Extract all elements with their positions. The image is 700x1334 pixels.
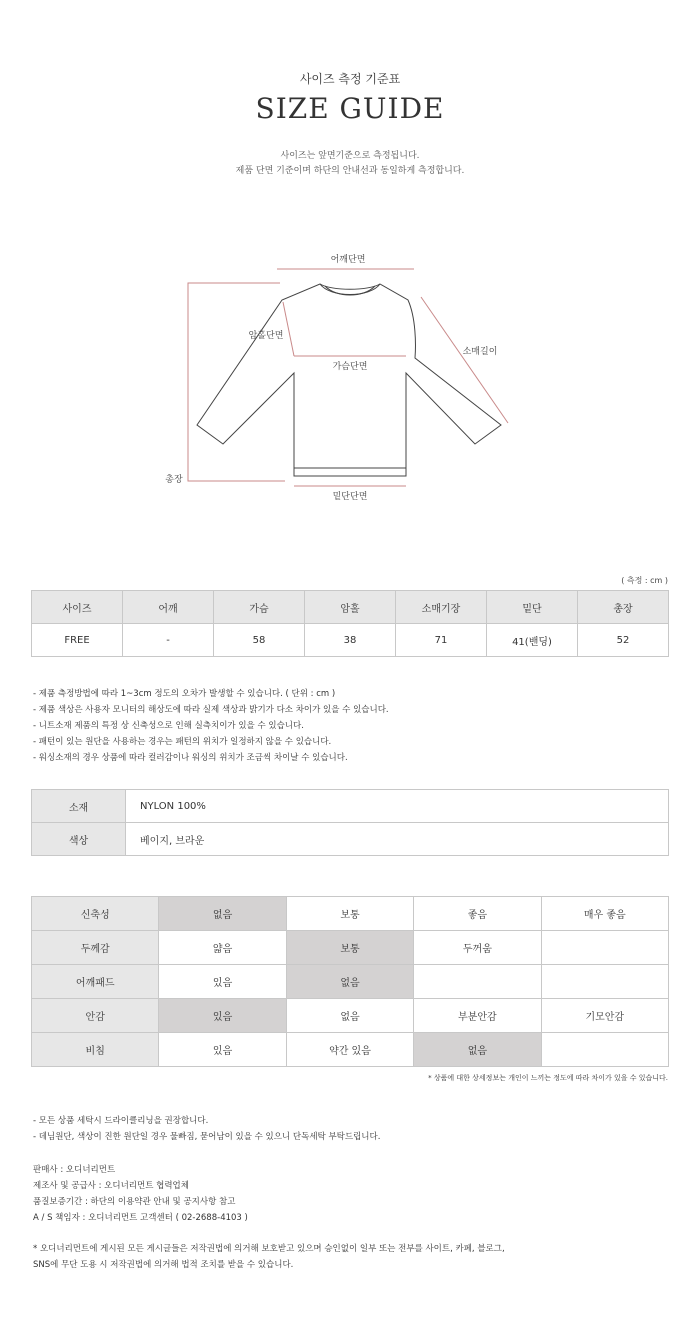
size-table (31, 590, 669, 657)
size-table-cell: 38 (305, 624, 396, 657)
material-label: 소재 (32, 790, 126, 823)
sleeve-guide-line (421, 297, 508, 423)
sleeve-label: 소매길이 (462, 347, 498, 357)
copyright-notice (33, 1241, 505, 1273)
measurement-diagram (0, 245, 700, 510)
material-value: NYLON 100% (126, 790, 669, 823)
care-note: - 모든 상품 세탁시 드라이클리닝을 권장합니다. (33, 1116, 209, 1126)
size-table-row (32, 624, 669, 657)
attribute-option: 약간 있음 (286, 1033, 413, 1067)
attribute-label: 안감 (32, 999, 159, 1033)
attribute-row (32, 897, 669, 931)
intro-line-1: 사이즈는 앞면기준으로 측정됩니다. (280, 151, 420, 161)
measure-notes (33, 686, 389, 766)
attribute-option: 있음 (159, 965, 286, 999)
color-label: 색상 (32, 823, 126, 856)
attribute-option-selected: 보통 (286, 931, 413, 965)
copyright-line: SNS에 무단 도용 시 저작권법에 의거해 법적 조치를 받을 수 있습니다. (33, 1260, 294, 1270)
attribute-option: 있음 (159, 1033, 286, 1067)
measure-note: - 패턴이 있는 원단을 사용하는 경우는 패턴의 위치가 일정하지 않을 수 있습니다. (33, 737, 332, 747)
size-table-header-cell: 밑단 (487, 591, 578, 624)
attribute-option: 보통 (286, 897, 413, 931)
seller-info-line: A / S 책임자 : 오디너리먼트 고객센터 ( 02-2688-4103 ) (33, 1213, 248, 1223)
measure-note: - 제품 색상은 사용자 모니터의 해상도에 따라 실제 색상과 밝기가 다소 차이가 있을 수 있습니다. (33, 705, 389, 715)
attribute-row (32, 931, 669, 965)
color-row (32, 823, 669, 856)
size-table-cell: - (123, 624, 214, 657)
copyright-line: * 오디너리먼트에 게시된 모든 게시글들은 저작권법에 의거해 보호받고 있으며 승인없이 일부 또는 전부를 사이트, 카페, 블로그, (33, 1244, 505, 1254)
attribute-option (541, 931, 668, 965)
measure-note: - 워싱소재의 경우 상품에 따라 컬러감이나 워싱의 위치가 조금씩 차이날 수 있습니다. (33, 753, 348, 763)
attribute-row (32, 1033, 669, 1067)
attribute-option: 두꺼움 (414, 931, 541, 965)
material-row (32, 790, 669, 823)
attribute-option: 없음 (286, 999, 413, 1033)
care-notes (33, 1113, 380, 1145)
attribute-option: 부분안감 (414, 999, 541, 1033)
attribute-disclaimer: * 상품에 대한 상세정보는 개인이 느끼는 정도에 따라 차이가 있을 수 있습니다. (428, 1074, 668, 1082)
attribute-option: 얇음 (159, 931, 286, 965)
seller-info-line: 판매사 : 오디너리먼트 (33, 1165, 116, 1175)
attribute-option (541, 1033, 668, 1067)
attribute-option-selected: 있음 (159, 999, 286, 1033)
seller-info-line: 품질보증기간 : 하단의 이용약관 안내 및 공지사항 참고 (33, 1197, 236, 1207)
size-table-cell: FREE (32, 624, 123, 657)
size-table-cell: 58 (214, 624, 305, 657)
attribute-row (32, 965, 669, 999)
attribute-option-selected: 없음 (414, 1033, 541, 1067)
shoulder-label: 어깨단면 (330, 255, 366, 265)
size-table-cell: 52 (578, 624, 669, 657)
size-table-cell: 71 (396, 624, 487, 657)
size-table-cell: 41(밴딩) (487, 624, 578, 657)
attribute-option-selected: 없음 (159, 897, 286, 931)
attribute-option (541, 965, 668, 999)
hem-label: 밑단단면 (332, 492, 368, 502)
attribute-label: 비침 (32, 1033, 159, 1067)
page-title: SIZE GUIDE (255, 92, 445, 125)
intro-line-2: 제품 단면 기준이며 하단의 안내선과 동일하게 측정합니다. (235, 166, 465, 176)
size-table-header-cell: 어깨 (123, 591, 214, 624)
chest-label: 가슴단면 (332, 362, 368, 372)
attribute-label: 신축성 (32, 897, 159, 931)
length-guide-line (188, 283, 285, 481)
size-table-header-cell: 소매기장 (396, 591, 487, 624)
measure-note: - 니트소재 제품의 특정 상 신축성으로 인해 실측치이가 있을 수 있습니다. (33, 721, 304, 731)
attribute-table (31, 896, 669, 1067)
armhole-guide-line (283, 302, 294, 356)
size-table-header-cell: 암홀 (305, 591, 396, 624)
attribute-label: 두께감 (32, 931, 159, 965)
measure-note: - 제품 측정방법에 따라 1~3cm 정도의 오차가 발생할 수 있습니다. ( 단위 : cm ) (33, 689, 336, 699)
unit-note: ( 측정 : cm ) (621, 576, 668, 585)
material-table (31, 789, 669, 856)
length-label: 총장 (165, 475, 183, 485)
intro-text (0, 149, 700, 179)
care-note: - 데님원단, 색상이 진한 원단일 경우 물빠짐, 묻어남이 있을 수 있으니 단독세탁 부탁드립니다. (33, 1132, 381, 1142)
size-table-header-cell: 가슴 (214, 591, 305, 624)
sweater-illustration (197, 284, 501, 476)
size-table-header-cell: 사이즈 (32, 591, 123, 624)
attribute-option: 좋음 (414, 897, 541, 931)
attribute-option: 기모안감 (541, 999, 668, 1033)
attribute-option (414, 965, 541, 999)
attribute-row (32, 999, 669, 1033)
page-subtitle: 사이즈 측정 기준표 (299, 72, 401, 86)
size-table-header (32, 591, 669, 624)
attribute-option-selected: 없음 (286, 965, 413, 999)
attribute-label: 어깨패드 (32, 965, 159, 999)
color-value: 베이지, 브라운 (126, 823, 669, 856)
armhole-label: 암홀단면 (248, 331, 284, 341)
attribute-option: 매우 좋음 (541, 897, 668, 931)
seller-info-line: 제조사 및 공급사 : 오디너리먼트 협력업체 (33, 1181, 189, 1191)
size-table-header-cell: 총장 (578, 591, 669, 624)
seller-info (33, 1162, 248, 1226)
